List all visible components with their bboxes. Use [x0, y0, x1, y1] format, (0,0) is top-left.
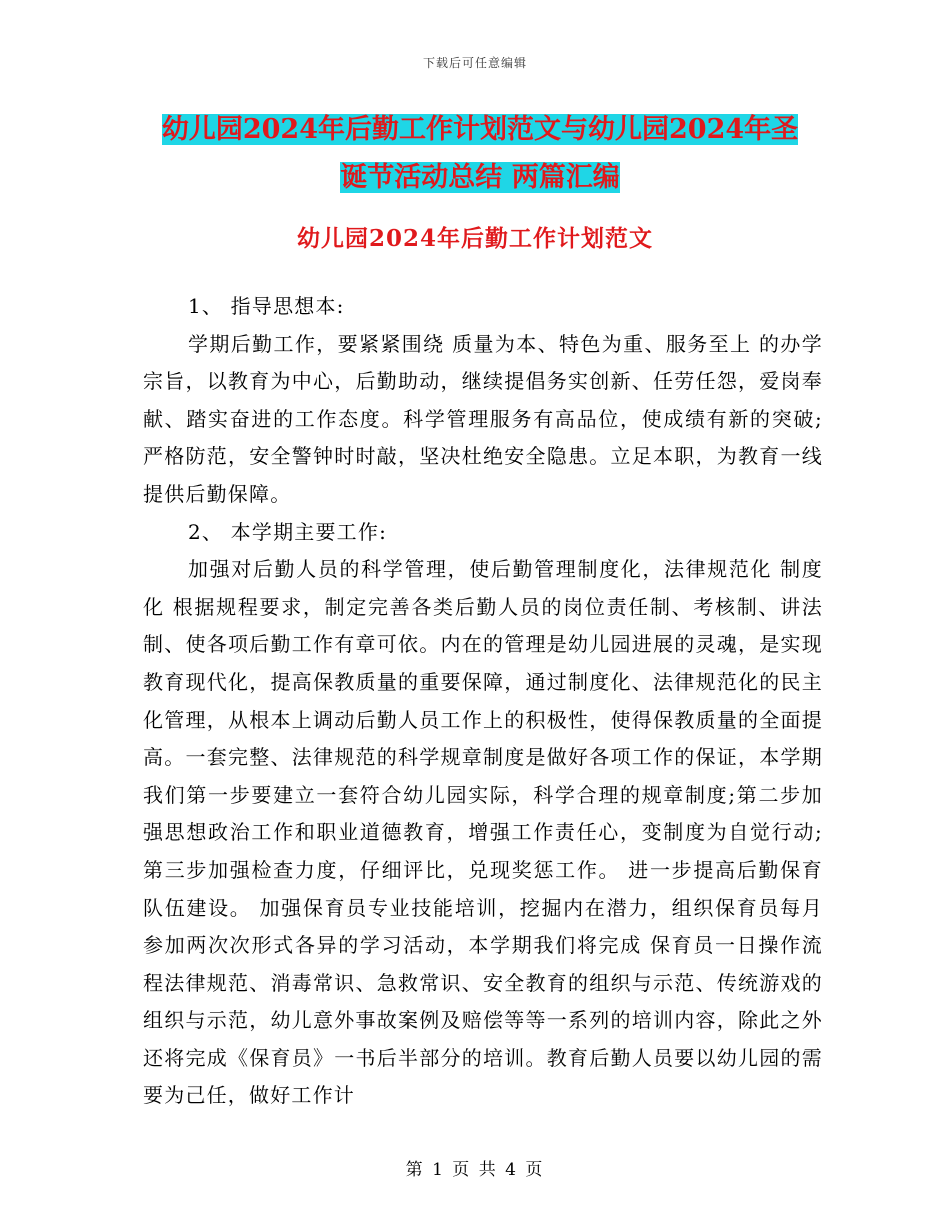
section2-paragraph: 加强对后勤人员的科学管理，使后勤管理制度化，法律规范化 制度化 根据规程要求，制定完善各类后勤人员的岗位责任制、考核制、讲法制、使各项后勤工作有章可依。内在的管理是幼儿园进展的灵魂，是实现教育现代化，提高保教质量的重要保障，通过制度化、法律规范化的民主化管理，从根本上调动后勤人员工作上的积极性，使得保教质量的全面提高。一套完整、法律规范的科学规章制度是做好各项工作的保证，本学期我们第一步要建立一套符合幼儿园实际，科学合理的规章制度;第二步加强思想政治工作和职业道德教育，增强工作责任心，变制度为自觉行动;第三步加强检查力度，仔细评比，兑现奖惩工作。 进一步提高后勤保育队伍建设。 加强保育员专业技能培训，挖掘内在潜力，组织保育员每月参加两次次形式各异的学习活动，本学期我们将完成 保育员一日操作流程法律规范、消毒常识、急救常识、安全教育的组织与示范、传统游戏的组织与示范，幼儿意外事故案例及赔偿等等一系列的培训内容，除此之外还将完成《保育员》一书后半部分的培训。教育后勤人员要以幼儿园的需要为己任，做好工作计 [143, 557, 823, 1108]
page-footer: 第 1 页 共 4 页 [405, 1160, 545, 1180]
document-title [140, 106, 820, 202]
section2-heading: 2、 本学期主要工作: [188, 519, 388, 544]
document-title-line2: 诞节活动总结 两篇汇编 [340, 162, 620, 193]
section-title: 幼儿园2024年后勤工作计划范文 [296, 225, 653, 252]
section1-paragraph: 学期后勤工作，要紧紧围绕 质量为本、特色为重、服务至上 的办学宗旨，以教育为中心，后勤助动，继续提倡务实创新、任劳任怨，爱岗奉献、踏实奋进的工作态度。科学管理服务有高品位，使成绩有新的突破;严格防范，安全警钟时时敲，坚决杜绝安全隐患。立足本职，为教育一线提供后勤保障。 [143, 331, 823, 506]
section1-heading: 1、 指导思想本: [188, 294, 345, 318]
document-body [143, 288, 823, 1115]
header-note: 下载后可任意编辑 [422, 56, 527, 70]
document-title-line1: 幼儿园2024年后勤工作计划范文与幼儿园2024年圣 [161, 114, 799, 145]
